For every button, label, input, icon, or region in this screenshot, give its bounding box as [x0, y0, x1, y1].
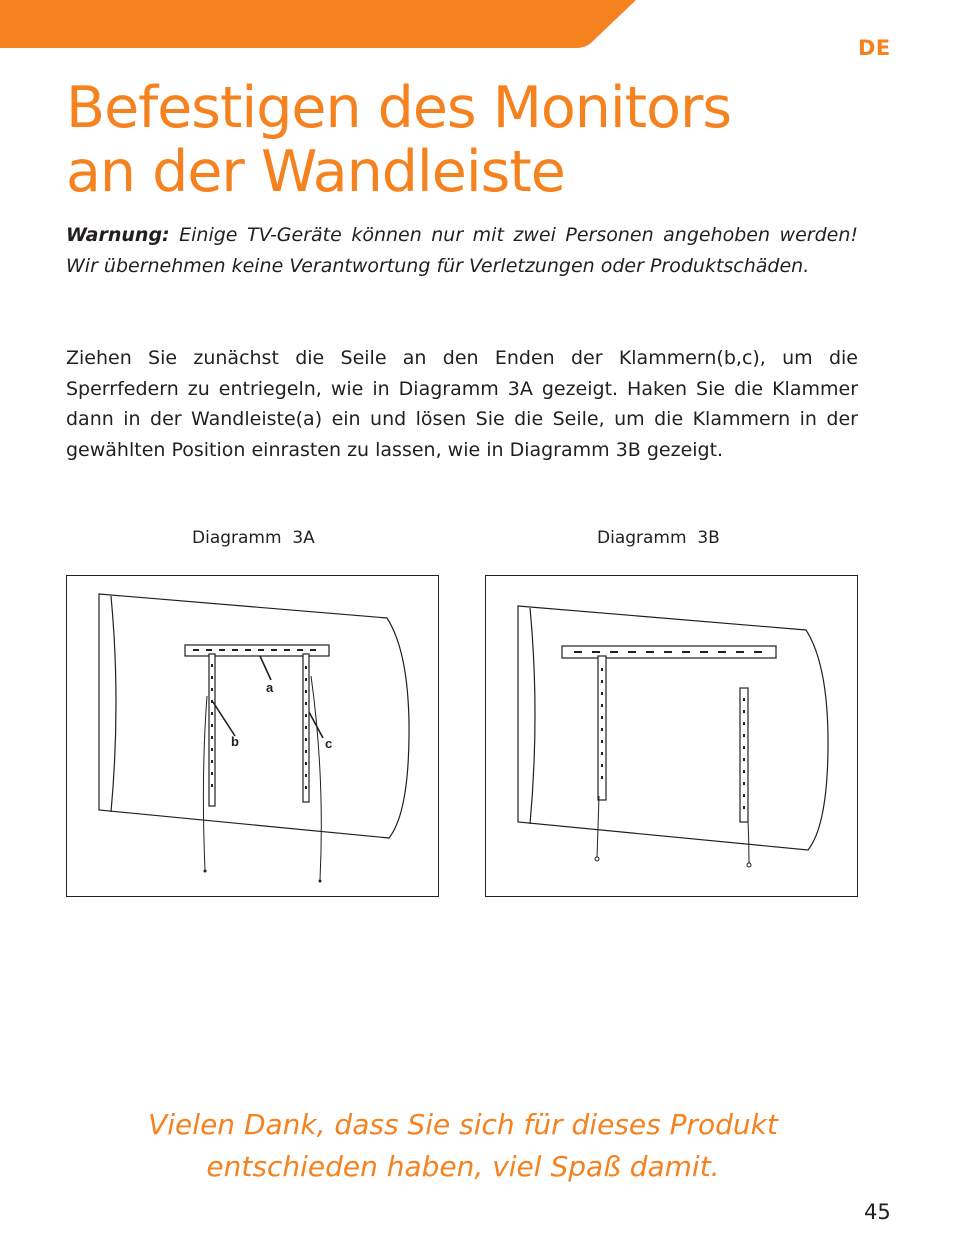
diagram-3a-illustration: [67, 576, 438, 896]
closing-message: [0, 1104, 926, 1188]
page-number: 45: [864, 1200, 891, 1224]
instructions-paragraph: Ziehen Sie zunächst die Seile an den Enden der Klammern(b,c), um die Sperrfedern zu entriegeln, wie in Diagramm 3A gezeigt. Haken Sie die Klammer dann in der Wandleiste(a) ein und lösen Sie die Seile, um die Klammern in der gewählten Position einrasten zu lassen, wie in Diagramm 3B gezeigt.: [66, 347, 858, 461]
diagram-3a: [66, 575, 439, 897]
bracket-left: [209, 654, 215, 806]
tv-panel: [99, 594, 409, 838]
warning-paragraph: [66, 220, 858, 281]
pull-cords: [597, 796, 749, 864]
cord-end-left: [595, 857, 599, 861]
warning-label: Warnung:: [66, 224, 170, 246]
bracket-right: [303, 654, 309, 802]
closing-line-2: entschieden haben, viel Spaß damit.: [206, 1150, 720, 1183]
label-rail-a: a: [266, 680, 274, 695]
closing-line-1: Vielen Dank, dass Sie sich für dieses Produkt: [148, 1108, 778, 1141]
cord-end-right: [747, 863, 751, 867]
language-tag: DE: [858, 36, 891, 60]
header-accent-bar: [0, 0, 640, 48]
diagram-3b-illustration: [486, 576, 857, 896]
page-title-line-1: Befestigen des Monitors: [66, 75, 732, 141]
tv-panel: [518, 606, 828, 850]
cord-end-left: [204, 870, 207, 873]
page-title-line-2: an der Wandleiste: [66, 139, 565, 205]
label-bracket-b: b: [231, 734, 239, 749]
bracket-right: [740, 688, 748, 822]
diagram-3b: [485, 575, 858, 897]
cord-end-right: [319, 880, 322, 883]
page-title: [66, 76, 731, 204]
label-bracket-c: c: [325, 736, 333, 751]
bracket-left: [598, 656, 606, 800]
warning-text: Einige TV-Geräte können nur mit zwei Personen angehoben werden! Wir übernehmen keine Verantwortung für Verletzungen oder Produktschäden.: [66, 224, 858, 277]
wall-rail: [562, 646, 776, 658]
diagram-3a-caption: Diagramm 3A: [192, 528, 315, 548]
diagram-3b-caption: Diagramm 3B: [597, 528, 720, 548]
